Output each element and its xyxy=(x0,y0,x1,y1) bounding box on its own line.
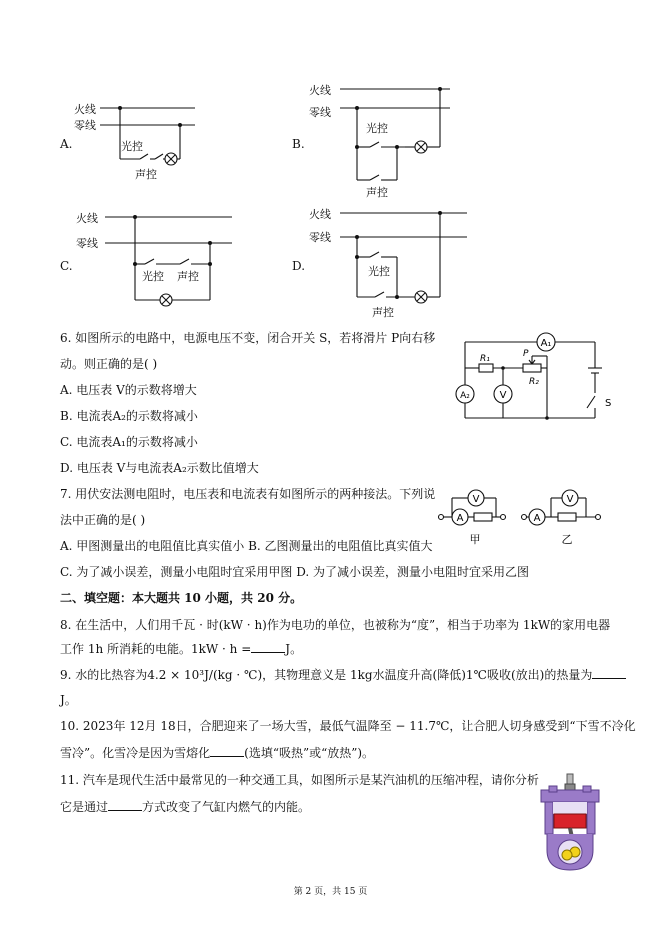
option-d-neutral-label: 零线 xyxy=(309,231,331,244)
option-d-sound-label: 声控 xyxy=(372,306,394,319)
q6-option-c: C. 电流表A₁的示数将减小 xyxy=(60,435,198,449)
q9-line-1-text: 9. 水的比热容为4.2 × 10³J/(kg · ℃)，其物理意义是 1kg水温度升高(降低)1℃吸收(放出)的热量为 xyxy=(60,668,593,682)
option-d-circuit xyxy=(335,204,475,304)
option-c-light-label: 光控 xyxy=(142,270,164,283)
q10-answer-blank[interactable] xyxy=(210,744,244,757)
option-d-light-label: 光控 xyxy=(368,265,390,278)
q8-line-1: 8. 在生活中，人们用千瓦 · 时(kW · h)作为电功的单位，也被称为“度”，相当于功率为 1kW的家用电器 xyxy=(60,618,611,632)
q8-line-2 xyxy=(60,640,302,657)
page-footer: 第 2 页，共 15 页 xyxy=(293,887,368,897)
option-a-sound-label: 声控 xyxy=(135,168,157,181)
q11-line-1: 11. 汽车是现代生活中最常见的一种交通工具，如图所示是某汽油机的压缩冲程，请你分析 xyxy=(60,773,539,787)
option-a-letter: A. xyxy=(60,137,73,151)
q8-answer-blank[interactable] xyxy=(251,640,285,653)
option-b-hot-label: 火线 xyxy=(309,84,331,97)
q6-option-a: A. 电压表 V的示数将增大 xyxy=(60,383,197,397)
option-b-neutral-label: 零线 xyxy=(309,106,331,119)
q7-yi-label: 乙 xyxy=(561,533,573,546)
q6-stem-line-2: 动。则正确的是( ) xyxy=(60,357,158,371)
option-c-hot-label: 火线 xyxy=(76,212,98,225)
engine-cylinder-illustration xyxy=(535,772,607,872)
q8-line-2-suffix: J。 xyxy=(285,642,303,656)
option-c-neutral-label: 零线 xyxy=(76,237,98,250)
option-c-letter: C. xyxy=(60,259,73,273)
q6-option-d: D. 电压表 V与电流表A₂示数比值增大 xyxy=(60,461,259,475)
option-b-letter: B. xyxy=(292,137,305,151)
option-a-neutral-label: 零线 xyxy=(74,119,96,132)
q9-line-1 xyxy=(60,666,626,683)
q6-ammeter-a1: A₁ xyxy=(540,338,552,349)
option-a-light-label: 光控 xyxy=(121,140,143,153)
q7-yi-ammeter: A xyxy=(533,513,541,524)
q6-voltmeter: V xyxy=(499,390,507,401)
q7-yi-voltmeter: V xyxy=(566,494,574,505)
option-c-circuit xyxy=(100,208,240,308)
q10-line-2-prefix: 雪冷”。化雪冷是因为雪熔化 xyxy=(60,746,211,760)
option-d-letter: D. xyxy=(292,259,306,273)
q11-line-2-suffix: 方式改变了气缸内燃气的内能。 xyxy=(142,800,311,814)
q7-jia-ammeter: A xyxy=(456,513,464,524)
q6-circuit-diagram xyxy=(445,328,615,428)
q7-jia-voltmeter: V xyxy=(472,494,480,505)
q6-ammeter-a2: A₂ xyxy=(460,391,470,401)
q7-options-cd: C. 为了减小误差，测量小电阻时宜采用甲图 D. 为了减小误差，测量小电阻时宜采用乙图 xyxy=(60,565,530,579)
option-a-hot-label: 火线 xyxy=(74,103,96,116)
q6-stem-line-1: 6. 如图所示的电路中，电源电压不变，闭合开关 S，若将滑片 P向右移 xyxy=(60,331,436,345)
q11-line-2-prefix: 它是通过 xyxy=(60,800,109,814)
option-b-light-label: 光控 xyxy=(366,122,388,135)
q9-answer-blank[interactable] xyxy=(592,666,626,679)
q10-line-2 xyxy=(60,744,374,761)
q7-stem-line-1: 7. 用伏安法测电阻时，电压表和电流表有如图所示的两种接法。下列说 xyxy=(60,487,436,501)
section-2-title: 二、填空题：本大题共 10 小题，共 20 分。 xyxy=(60,591,303,605)
q9-line-2: J。 xyxy=(60,693,77,707)
option-c-sound-label: 声控 xyxy=(177,270,199,283)
q7-circuit-diagrams xyxy=(430,486,610,548)
q10-line-1: 10. 2023年 12月 18日，合肥迎来了一场大雪，最低气温降至 − 11.7℃，让合肥人切身感受到“下雪不冷化 xyxy=(60,719,636,733)
q8-line-2-prefix: 工作 1h 所消耗的电能。1kW · h = xyxy=(60,642,252,656)
q6-r2-label: R₂ xyxy=(529,377,539,387)
q6-p-label: P xyxy=(523,349,529,359)
q10-line-2-suffix: (选填“吸热”或“放热”)。 xyxy=(244,746,375,760)
q7-jia-label: 甲 xyxy=(469,533,481,546)
q7-options-ab: A. 甲图测量出的电阻值比真实值小 B. 乙图测量出的电阻值比真实值大 xyxy=(60,539,433,553)
option-b-circuit xyxy=(335,80,460,190)
q7-stem-line-2: 法中正确的是( ) xyxy=(60,513,146,527)
q11-line-2 xyxy=(60,798,310,815)
option-d-hot-label: 火线 xyxy=(309,208,331,221)
q6-option-b: B. 电流表A₂的示数将减小 xyxy=(60,409,198,423)
option-a-circuit xyxy=(95,98,205,178)
q6-s-label: S xyxy=(605,398,612,409)
q11-answer-blank[interactable] xyxy=(108,798,142,811)
option-b-sound-label: 声控 xyxy=(366,186,388,199)
q6-r1-label: R₁ xyxy=(480,354,490,364)
